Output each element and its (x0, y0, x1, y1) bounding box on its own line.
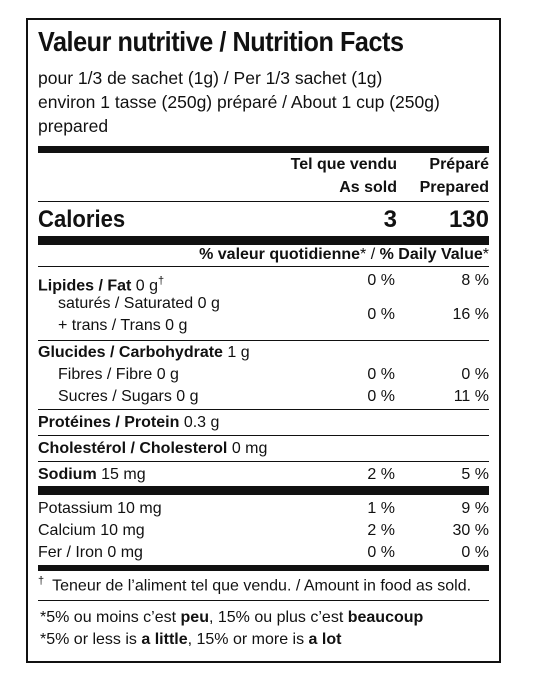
nutrition-facts-panel: Valeur nutritive / Nutrition Facts pour 1/3 de sachet (1g) / Per 1/3 sachet (1g) environ 1 tasse (250g) préparé / About 1 cup (250g) prepared Tel que vendu As sold Préparé Prepared Calories 3 130 % valeur quotidienne* / % Daily Value* Lipides / Fat 0 g† 0 % 8 % saturés / Saturated 0 g + trans / Trans 0 g 0 % 16 % Glucides / Carbohydrate 1 g Fibres / Fibre 0 g 0 % 0 % Sucres / Sugars 0 g 0 % 11 % Protéines / Protein 0.3 g Cholestérol / Cholesterol 0 mg Sodium 15 mg 2 % 5 % Potassium 10 mg 1 % 9 % Calcium 10 mg 2 % 30 % Fer / Iron 0 mg 0 % 0 % † Teneur de l’aliment tel que vendu. / Amount in food as sold. *5% ou moins c’est peu, 15% ou plus c’est beaucoup *5% or less is a little, 15% or more is a lot (26, 18, 501, 663)
col-header-prepared: Préparé Prepared (419, 156, 489, 196)
serving-line-2: environ 1 tasse (250g) préparé / About 1 cup (250g) (38, 92, 440, 112)
divider (38, 409, 489, 410)
thick-divider (38, 565, 489, 571)
calories-as-sold: 3 (383, 206, 397, 233)
divider (38, 461, 489, 462)
daily-value-header: % valeur quotidienne* / % Daily Value* (199, 246, 489, 263)
col-header-as-sold: Tel que vendu As sold (290, 156, 397, 196)
divider (38, 340, 489, 341)
calories-row (38, 206, 489, 238)
as-sold-footnote: † Teneur de l’aliment tel que vendu. / Amount in food as sold. (38, 575, 472, 595)
calories-prepared: 130 (448, 206, 489, 233)
daily-value-note-en: *5% or less is a little, 15% or more is a lot (40, 631, 342, 648)
divider (38, 435, 489, 436)
serving-size (38, 66, 489, 138)
daily-value-note-fr: *5% ou moins c’est peu, 15% ou plus c’est beaucoup (40, 609, 424, 626)
divider (38, 600, 489, 601)
calories-label: Calories (38, 206, 126, 233)
serving-line-1: pour 1/3 de sachet (1g) / Per 1/3 sachet (1g) (38, 68, 383, 88)
divider (38, 201, 489, 202)
thick-divider (38, 236, 489, 245)
panel-title: Valeur nutritive / Nutrition Facts (38, 26, 404, 57)
thick-divider (38, 146, 489, 153)
thick-divider (38, 486, 489, 495)
divider (38, 266, 489, 267)
serving-line-3: prepared (38, 116, 109, 136)
